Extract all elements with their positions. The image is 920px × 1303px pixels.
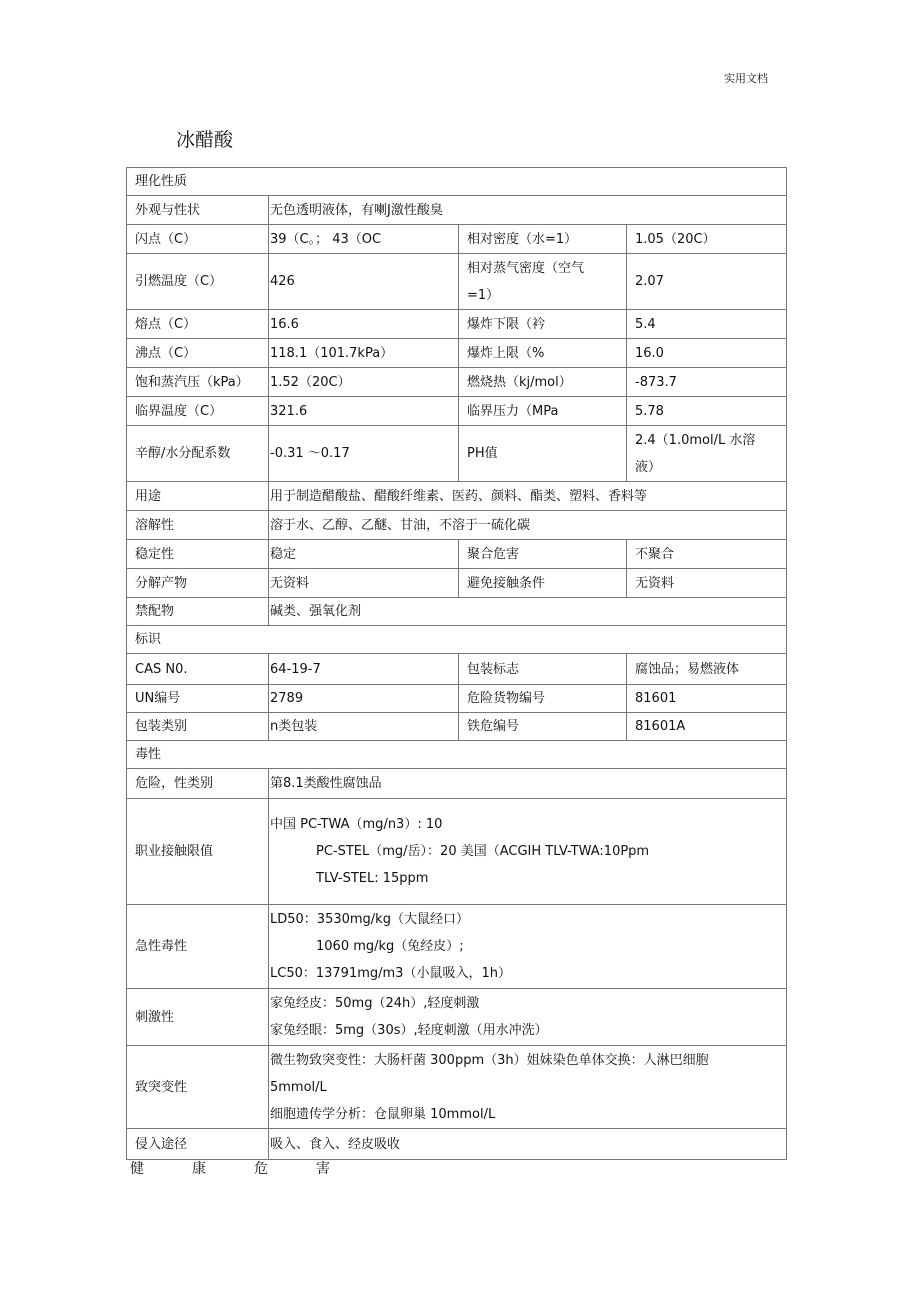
cell-value xyxy=(269,989,787,1046)
cell-text: LC50：13791mg/m3（小鼠吸入，1h） xyxy=(270,966,511,981)
cell-value xyxy=(627,397,787,426)
cell-text: 侵入途径 xyxy=(135,1136,188,1152)
cell-value xyxy=(627,685,787,713)
row-label xyxy=(127,713,269,741)
cell-text: 燃烧热（kj/mol） xyxy=(467,374,572,390)
cell-text: 饱和蒸汽压（kPa） xyxy=(135,374,249,390)
row-label xyxy=(127,368,269,397)
cell-text: PC-STEL（mg/岳）：20 美国（ACGIH TLV-TWA:10Ppm xyxy=(316,844,650,859)
row-label xyxy=(127,626,787,654)
cell-value xyxy=(459,569,627,598)
table-row xyxy=(127,310,787,339)
cell-text: UN编号 xyxy=(135,691,181,706)
cell-value xyxy=(459,426,627,482)
cell-text: 熔点（C） xyxy=(135,316,197,332)
cell-text: 家兔经眼：5mg（30s）,轻度刺激（用水冲洗） xyxy=(270,1023,548,1038)
cell-text: PH值 xyxy=(467,446,498,461)
cell-text: 引燃温度（C） xyxy=(135,274,223,289)
cell-text: 5.4 xyxy=(635,316,656,332)
cell-text: 聚合危害 xyxy=(467,546,520,562)
cell-text: 无色透明液体，有喇J激性酸臭 xyxy=(270,202,443,218)
cell-value xyxy=(269,799,787,905)
row-label xyxy=(127,1046,269,1129)
table-row xyxy=(127,368,787,397)
cell-text: 321.6 xyxy=(270,403,308,419)
cell-text: 2789 xyxy=(270,691,304,706)
cell-value xyxy=(269,1129,787,1160)
row-label xyxy=(127,741,787,769)
cell-text: 禁配物 xyxy=(135,604,175,619)
table-row xyxy=(127,769,787,799)
row-label xyxy=(127,511,269,540)
cell-text: LD50：3530mg/kg（大鼠经口） xyxy=(270,912,469,927)
row-label xyxy=(127,1129,269,1160)
cell-value xyxy=(627,569,787,598)
cell-text: 液） xyxy=(635,459,662,475)
cell-text: 腐蚀品；易燃液体 xyxy=(635,661,740,677)
cell-value xyxy=(459,685,627,713)
table-row xyxy=(127,540,787,569)
cell-value xyxy=(459,339,627,368)
cell-text: 家兔经皮：50mg（24h）,轻度刺激 xyxy=(270,996,480,1011)
row-label xyxy=(127,799,269,905)
cell-text: TLV-STEL: 15ppm xyxy=(316,871,429,886)
row-label xyxy=(127,654,269,685)
cell-value xyxy=(269,905,787,989)
table-row xyxy=(127,168,787,196)
cell-text: 包装类别 xyxy=(135,719,188,734)
row-label xyxy=(127,339,269,368)
cell-text: 爆炸下限（衿 xyxy=(467,316,546,332)
cell-text: 5mmol/L xyxy=(270,1079,327,1095)
cell-text: n类包装 xyxy=(270,719,318,734)
cell-text: 用途 xyxy=(135,488,162,504)
row-label xyxy=(127,540,269,569)
cell-value xyxy=(269,569,459,598)
cell-text: 溶解性 xyxy=(135,517,175,533)
cell-text: -0.31 ～0.17 xyxy=(270,446,350,461)
cell-text: 碱类、强氧化剂 xyxy=(270,604,362,619)
cell-text: 不聚合 xyxy=(635,546,675,562)
row-label xyxy=(127,254,269,310)
cell-value xyxy=(269,713,459,741)
cell-text: 理化性质 xyxy=(135,174,188,189)
cell-text: 无资料 xyxy=(635,575,675,591)
cell-value xyxy=(269,254,459,310)
cell-value xyxy=(269,598,787,626)
cell-value xyxy=(459,397,627,426)
cell-text: 刺激性 xyxy=(135,1009,175,1025)
cell-text: 5.78 xyxy=(635,403,664,419)
table-row xyxy=(127,254,787,310)
cell-text: 第8.1类酸性腐蚀品 xyxy=(270,776,382,791)
cell-text: 沸点（C） xyxy=(135,345,197,361)
cell-text: 1.52（20C） xyxy=(270,374,351,390)
cell-value xyxy=(269,426,459,482)
row-label xyxy=(127,598,269,626)
cell-text: 致突变性 xyxy=(135,1079,188,1095)
cell-text: 无资料 xyxy=(270,575,310,591)
cell-value xyxy=(459,225,627,254)
cell-value xyxy=(627,339,787,368)
cell-value xyxy=(269,368,459,397)
cell-text: 81601 xyxy=(635,691,677,706)
table-row xyxy=(127,569,787,598)
cell-value xyxy=(459,713,627,741)
cell-value xyxy=(627,310,787,339)
cell-text: 爆炸上限（% xyxy=(467,345,545,361)
table-row xyxy=(127,511,787,540)
cell-text: 426 xyxy=(270,274,295,289)
document-title: 冰醋酸 xyxy=(176,129,234,151)
row-label xyxy=(127,426,269,482)
cell-text: 临界压力（MPa xyxy=(467,403,559,419)
cell-value xyxy=(627,254,787,310)
cell-text: 稳定性 xyxy=(135,546,175,562)
cell-text: 81601A xyxy=(635,719,686,734)
cell-text: 中国 PC-TWA（mg/n3）: 10 xyxy=(270,817,443,832)
table-row xyxy=(127,339,787,368)
cell-text: 细胞遗传学分析：仓鼠卵巢 10mmol/L xyxy=(270,1106,496,1122)
cell-value xyxy=(269,511,787,540)
cell-text: 临界温度（C） xyxy=(135,403,223,419)
row-label xyxy=(127,769,269,799)
cell-text: 避免接触条件 xyxy=(467,575,546,591)
cell-text: =1） xyxy=(467,287,500,303)
cell-value xyxy=(627,225,787,254)
table-row xyxy=(127,598,787,626)
msds-table xyxy=(126,167,787,1160)
row-label xyxy=(127,905,269,989)
cell-value xyxy=(269,310,459,339)
cell-text: -873.7 xyxy=(635,374,677,390)
cell-text: 急性毒性 xyxy=(135,939,188,954)
cell-text: 64-19-7 xyxy=(270,661,321,677)
cell-value xyxy=(269,769,787,799)
footer-char: 康 xyxy=(192,1161,206,1177)
cell-text: 16.0 xyxy=(635,345,664,361)
table-row xyxy=(127,799,787,905)
table-row xyxy=(127,397,787,426)
cell-text: 2.4（1.0mol/L 水溶 xyxy=(635,432,756,448)
cell-value xyxy=(459,310,627,339)
cell-text: 危险，性类别 xyxy=(135,776,214,791)
cell-value xyxy=(627,540,787,569)
cell-value xyxy=(269,1046,787,1129)
table-row xyxy=(127,1046,787,1129)
footer-char: 害 xyxy=(316,1161,330,1177)
cell-value xyxy=(627,713,787,741)
cell-value xyxy=(269,397,459,426)
cell-text: 吸入、食入、经皮吸收 xyxy=(270,1136,401,1152)
cell-text: 118.1（101.7kPa） xyxy=(270,345,394,361)
table-row xyxy=(127,741,787,769)
row-label xyxy=(127,397,269,426)
cell-value xyxy=(459,368,627,397)
table-row xyxy=(127,1129,787,1160)
table-row xyxy=(127,482,787,511)
row-label xyxy=(127,482,269,511)
table-row xyxy=(127,685,787,713)
section-footer xyxy=(130,1158,330,1178)
footer-char: 健 xyxy=(130,1161,144,1177)
cell-text: 闪点（C） xyxy=(135,231,197,247)
cell-value xyxy=(269,654,459,685)
cell-text: 2.07 xyxy=(635,274,664,289)
row-label xyxy=(127,685,269,713)
cell-text: 危险货物编号 xyxy=(467,691,546,706)
table-row xyxy=(127,426,787,482)
row-label xyxy=(127,989,269,1046)
cell-text: 铁危编号 xyxy=(467,719,520,734)
page-header: 实用文档 xyxy=(724,72,768,85)
cell-text: 毒性 xyxy=(135,747,162,762)
row-label xyxy=(127,569,269,598)
table-row xyxy=(127,626,787,654)
cell-text: 微生物致突变性：大肠杆菌 300ppm（3h）姐妹染色单体交换：人淋巴细胞 xyxy=(270,1052,709,1068)
cell-text: 16.6 xyxy=(270,316,299,332)
cell-text: 1060 mg/kg（兔经皮）; xyxy=(316,939,464,954)
cell-text: 外观与性状 xyxy=(135,202,201,218)
row-label xyxy=(127,168,787,196)
cell-text: 相对蒸气密度（空气 xyxy=(467,260,585,276)
cell-value xyxy=(269,339,459,368)
cell-value xyxy=(269,225,459,254)
row-label xyxy=(127,196,269,225)
table-row xyxy=(127,196,787,225)
cell-text: 标识 xyxy=(135,632,162,647)
cell-value xyxy=(269,196,787,225)
table-row xyxy=(127,989,787,1046)
cell-value xyxy=(459,654,627,685)
cell-text: 用于制造醋酸盐、醋酸纤维素、医药、颜料、酯类、塑料、香料等 xyxy=(270,488,648,504)
cell-value xyxy=(627,654,787,685)
cell-value xyxy=(459,254,627,310)
cell-text: 辛醇/水分配系数 xyxy=(135,446,231,461)
table-row xyxy=(127,225,787,254)
cell-text: 1.05（20C） xyxy=(635,231,716,247)
cell-value xyxy=(627,368,787,397)
cell-value xyxy=(269,540,459,569)
row-label xyxy=(127,225,269,254)
cell-text: 溶于水、乙醇、乙醚、甘油，不溶于一硫化碳 xyxy=(270,517,531,533)
cell-text: 39（C。； 43（OC xyxy=(270,231,382,247)
table-row xyxy=(127,713,787,741)
cell-text: 分解产物 xyxy=(135,575,188,591)
cell-value xyxy=(627,426,787,482)
cell-text: 包装标志 xyxy=(467,661,520,677)
cell-text: 稳定 xyxy=(270,546,297,562)
row-label xyxy=(127,310,269,339)
cell-text: 职业接触限值 xyxy=(135,844,214,859)
table-row xyxy=(127,905,787,989)
cell-value xyxy=(269,482,787,511)
table-row xyxy=(127,654,787,685)
cell-text: 相对密度（水=1） xyxy=(467,231,578,247)
cell-text: CAS N0. xyxy=(135,661,188,677)
cell-value xyxy=(459,540,627,569)
footer-char: 危 xyxy=(254,1161,268,1177)
cell-value xyxy=(269,685,459,713)
